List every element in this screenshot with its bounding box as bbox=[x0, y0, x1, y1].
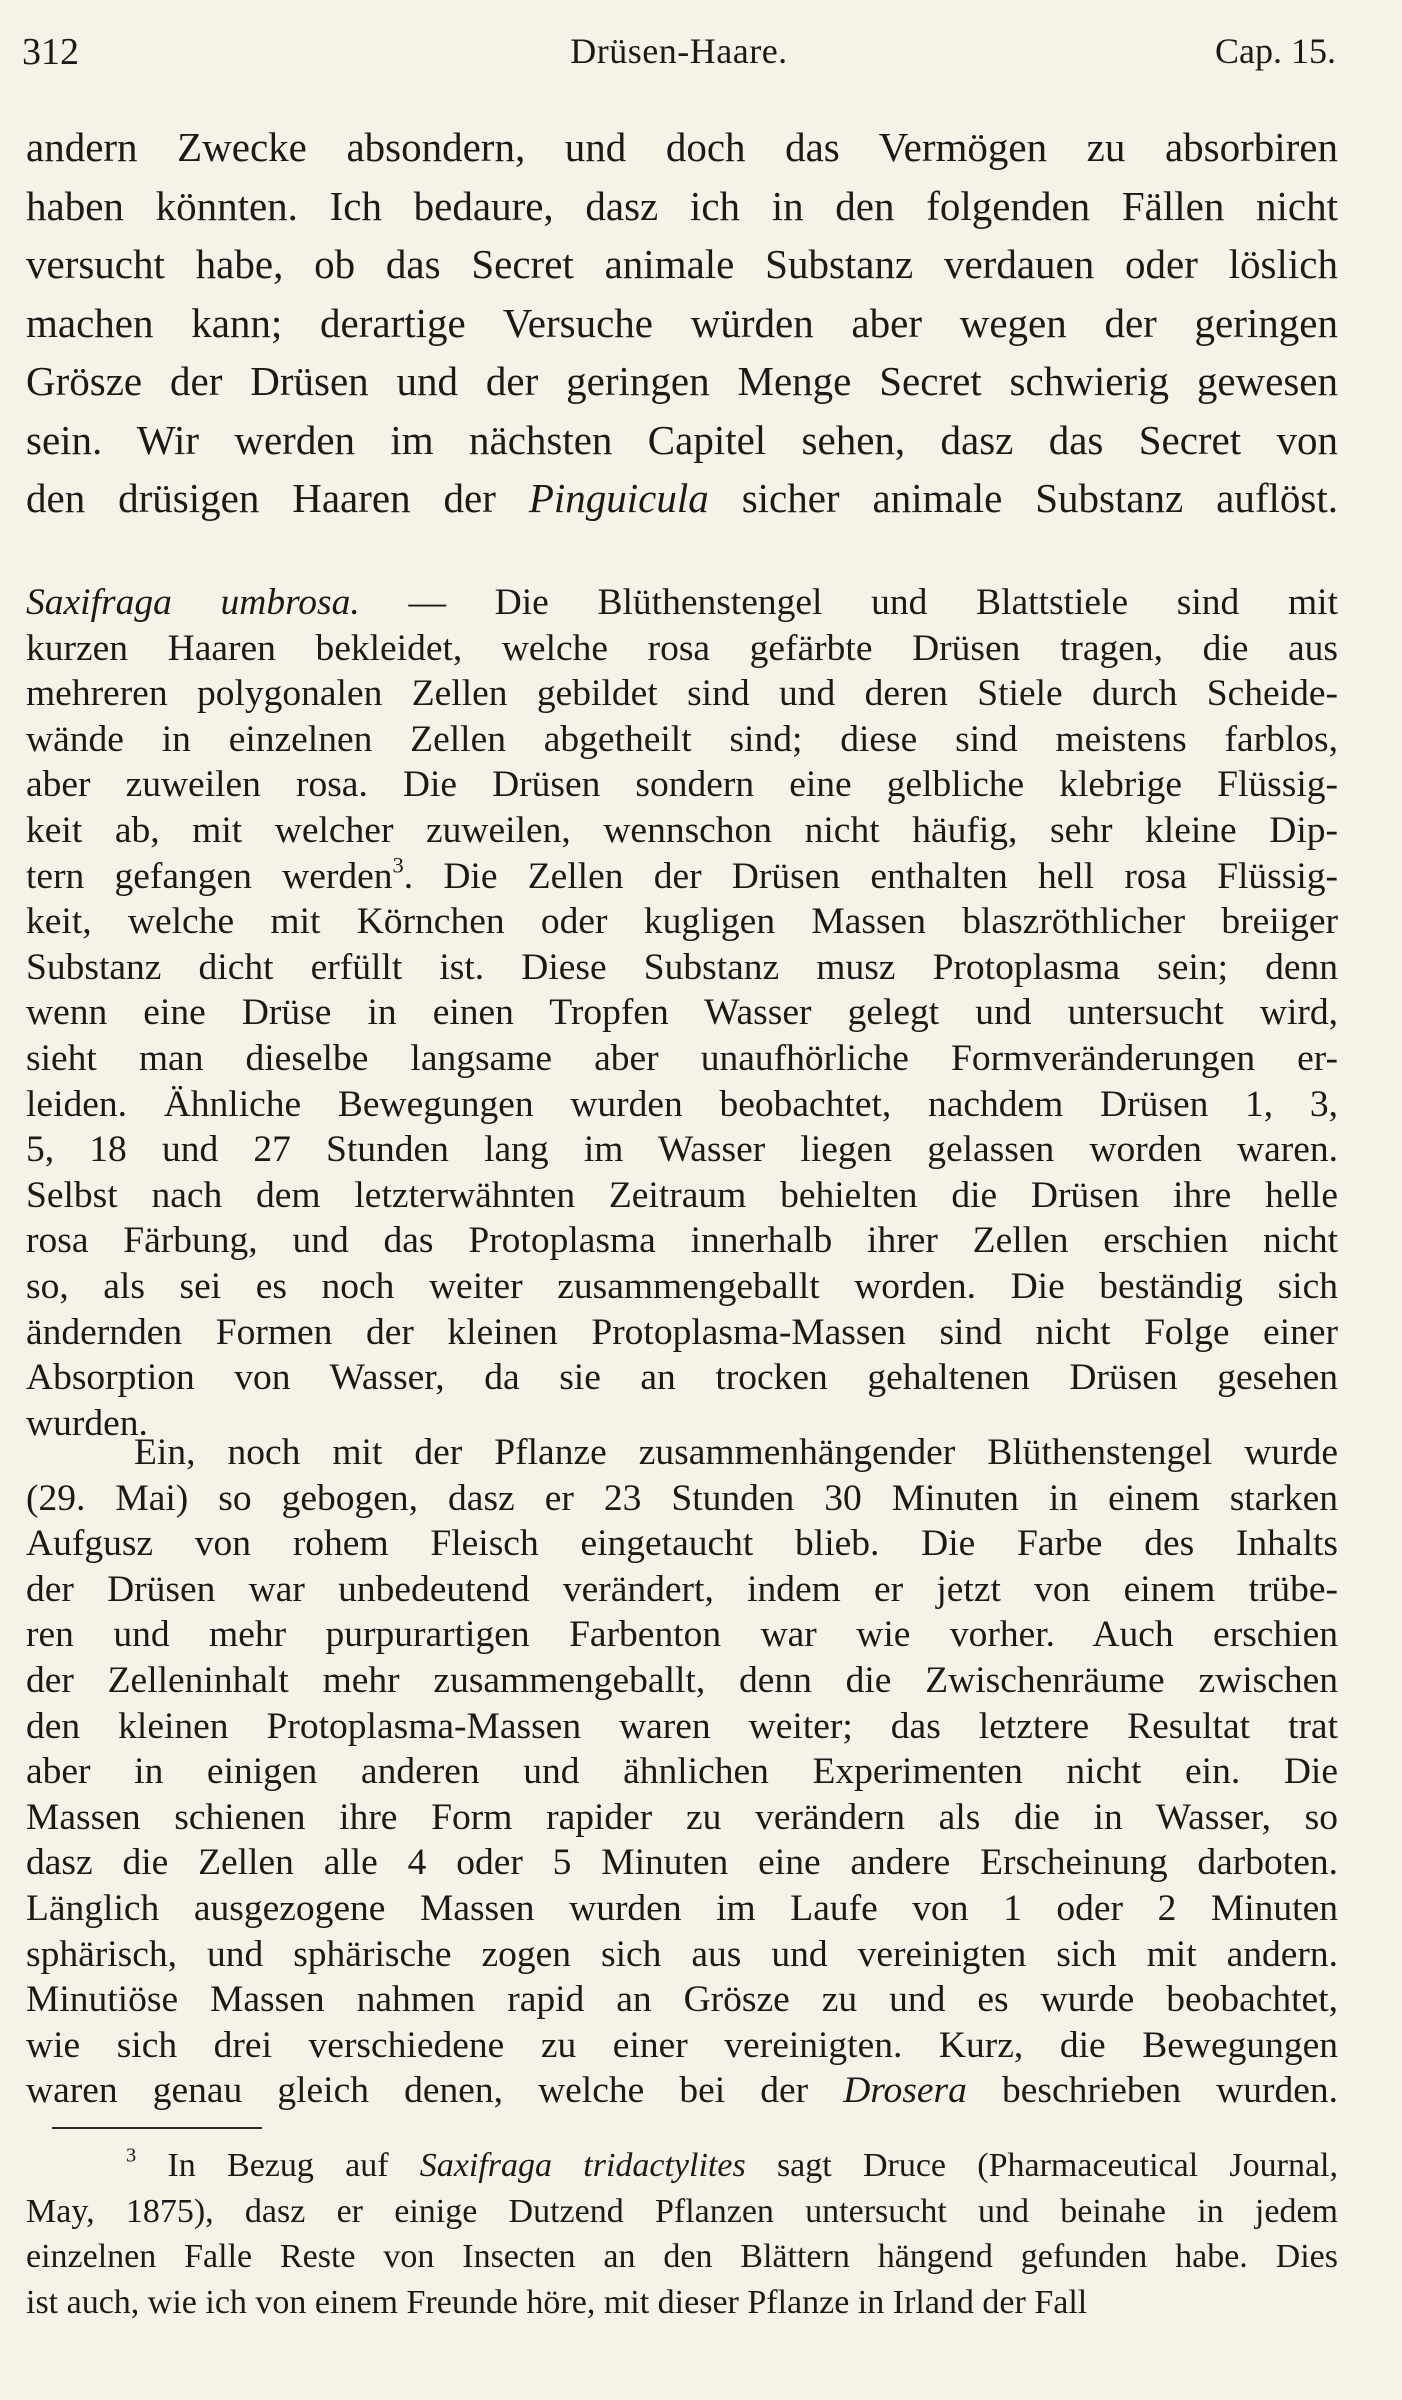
text-segment: — Die Blüthenstengel und Blattstiele sind mit bbox=[408, 582, 1338, 623]
text-segment: beschrieben wurden. bbox=[1002, 2070, 1339, 2112]
text-line: aber in einigen anderen und ähnlichen Experimenten nicht ein. Die bbox=[26, 1751, 1338, 1793]
text-line: aber zuweilen rosa. Die Drüsen sondern eine gelbliche klebrige Flüssig- bbox=[26, 764, 1338, 806]
text-line: keit, welche mit Körnchen oder kugligen Massen blaszröthlicher breiiger bbox=[26, 901, 1338, 943]
text-line: ist auch, wie ich von einem Freunde höre, mit dieser Pflanze in Irland der Fall bbox=[26, 2283, 1088, 2321]
text-line: haben könnten. Ich bedaure, dasz ich in den folgenden Fällen nicht bbox=[26, 182, 1338, 229]
text-segment: sagt Druce (Pharmaceutical Journal, bbox=[776, 2147, 1338, 2184]
text-line: wände in einzelnen Zellen abgetheilt sind; diese sind meistens farblos, bbox=[26, 718, 1338, 760]
text-line: Ein, noch mit der Pflanze zusammenhängender Blüthenstengel wurde bbox=[134, 1432, 1338, 1473]
text-line bbox=[26, 580, 1338, 626]
text-line: den kleinen Protoplasma-Massen waren weiter; das letztere Resultat trat bbox=[26, 1705, 1338, 1747]
text-segment: sicher animale Substanz auflöst. bbox=[741, 475, 1339, 521]
text-line: ren und mehr purpurartigen Farbenton war wie vorher. Auch erschien bbox=[26, 1614, 1338, 1656]
text-line: keit ab, mit welcher zuweilen, wennschon nicht häufig, sehr kleine Dip- bbox=[26, 809, 1338, 851]
species-name: Saxifraga tridactylites bbox=[419, 2147, 746, 2184]
page-number: 312 bbox=[22, 31, 79, 73]
text-line: Grösze der Drüsen und der geringen Menge Secret schwierig gewesen bbox=[26, 358, 1338, 404]
text-line: wurden. bbox=[26, 1402, 148, 1444]
species-name: Pinguicula bbox=[528, 475, 709, 521]
text-line: 5, 18 und 27 Stunden lang im Wasser liegen gelassen worden waren. bbox=[26, 1129, 1338, 1171]
text-line: Minutiöse Massen nahmen rapid an Grösze zu und es wurde beobachtet, bbox=[26, 1979, 1338, 2021]
text-line: versucht habe, ob das Secret animale Substanz verdauen oder löslich bbox=[26, 241, 1338, 287]
text-line: der Drüsen war unbedeutend verändert, indem er jetzt von einem trübe- bbox=[26, 1568, 1338, 1610]
text-line: der Zelleninhalt mehr zusammengeballt, denn die Zwischenräume zwischen bbox=[26, 1659, 1338, 1701]
text-line: dasz die Zellen alle 4 oder 5 Minuten eine andere Erscheinung darboten. bbox=[26, 1842, 1338, 1884]
footnote bbox=[26, 2143, 1338, 2325]
text-line: wie sich drei verschiedene zu einer vereinigten. Kurz, die Bewegungen bbox=[26, 2024, 1338, 2066]
text-line: leiden. Ähnliche Bewegungen wurden beobachtet, nachdem Drüsen 1, 3, bbox=[26, 1083, 1338, 1125]
footnote-reference[interactable]: 3 bbox=[392, 851, 404, 877]
text-line: mehreren polygonalen Zellen gebildet sind und deren Stiele durch Scheide- bbox=[26, 673, 1338, 715]
text-segment: In Bezug auf bbox=[167, 2147, 389, 2184]
text-line: Substanz dicht erfüllt ist. Diese Substanz musz Protoplasma sein; denn bbox=[26, 946, 1338, 988]
text-line: sieht man dieselbe langsame aber unaufhörliche Formveränderungen er- bbox=[26, 1037, 1338, 1079]
species-name: Drosera bbox=[843, 2070, 967, 2112]
text-line: Selbst nach dem letzterwähnten Zeitraum behielten die Drüsen ihre helle bbox=[26, 1174, 1338, 1216]
paragraph-absorption-intro bbox=[26, 118, 1338, 528]
text-line: Aufgusz von rohem Fleisch eingetaucht blieb. Die Farbe des Inhalts bbox=[26, 1523, 1338, 1565]
text-line: einzelnen Falle Reste von Insecten an den Blättern hängend gefunden habe. Dies bbox=[26, 2238, 1338, 2275]
text-line: Länglich ausgezogene Massen wurden im Laufe von 1 oder 2 Minuten bbox=[26, 1887, 1338, 1929]
text-line: (29. Mai) so gebogen, dasz er 23 Stunden 30 Minuten in einem starken bbox=[26, 1477, 1338, 1519]
text-segment: waren genau gleich denen, welche bei der bbox=[26, 2070, 809, 2112]
running-title: Drüsen-Haare. bbox=[570, 31, 788, 71]
text-line: rosa Färbung, und das Protoplasma innerhalb ihrer Zellen erschien nicht bbox=[26, 1220, 1338, 1262]
text-line: wenn eine Drüse in einen Tropfen Wasser gelegt und untersucht wird, bbox=[26, 992, 1338, 1034]
text-line bbox=[26, 2068, 1338, 2114]
text-line bbox=[26, 851, 1338, 900]
text-line: sein. Wir werden im nächsten Capitel sehen, dasz das Secret von bbox=[26, 416, 1338, 463]
text-line: so, als sei es noch weiter zusammengeballt worden. Die beständig sich bbox=[26, 1265, 1338, 1307]
paragraph-flower-stem-experiment bbox=[26, 1430, 1338, 2114]
species-name: Saxifraga umbrosa. bbox=[26, 582, 360, 623]
chapter-label: Cap. 15. bbox=[1215, 31, 1336, 71]
page-header bbox=[22, 30, 1336, 86]
text-line: May, 1875), dasz er einige Dutzend Pflanzen untersucht und beinahe in jedem bbox=[26, 2192, 1338, 2230]
text-line: Massen schienen ihre Form rapider zu verändern als die in Wasser, so bbox=[26, 1796, 1338, 1838]
text-segment: . Die Zellen der Drüsen enthalten hell rosa Flüssig- bbox=[403, 855, 1338, 897]
footnote-divider bbox=[52, 2127, 262, 2129]
text-segment: tern gefangen werden bbox=[26, 855, 393, 897]
text-line: andern Zwecke absondern, und doch das Vermögen zu absorbiren bbox=[26, 124, 1338, 170]
text-line: kurzen Haaren bekleidet, welche rosa gefärbte Drüsen tragen, die aus bbox=[26, 627, 1338, 669]
text-line bbox=[26, 2143, 1338, 2189]
paragraph-saxifraga bbox=[26, 580, 1338, 1446]
text-line: ändernden Formen der kleinen Protoplasma-Massen sind nicht Folge einer bbox=[26, 1311, 1338, 1353]
text-line bbox=[26, 469, 1338, 528]
text-segment: den drüsigen Haaren der bbox=[26, 475, 496, 521]
text-line: machen kann; derartige Versuche würden aber wegen der geringen bbox=[26, 299, 1338, 346]
text-line: Absorption von Wasser, da sie an trocken gehaltenen Drüsen gesehen bbox=[26, 1357, 1338, 1399]
text-line: sphärisch, und sphärische zogen sich aus und vereinigten sich mit andern. bbox=[26, 1933, 1338, 1975]
footnote-marker: 3 bbox=[126, 2144, 137, 2167]
